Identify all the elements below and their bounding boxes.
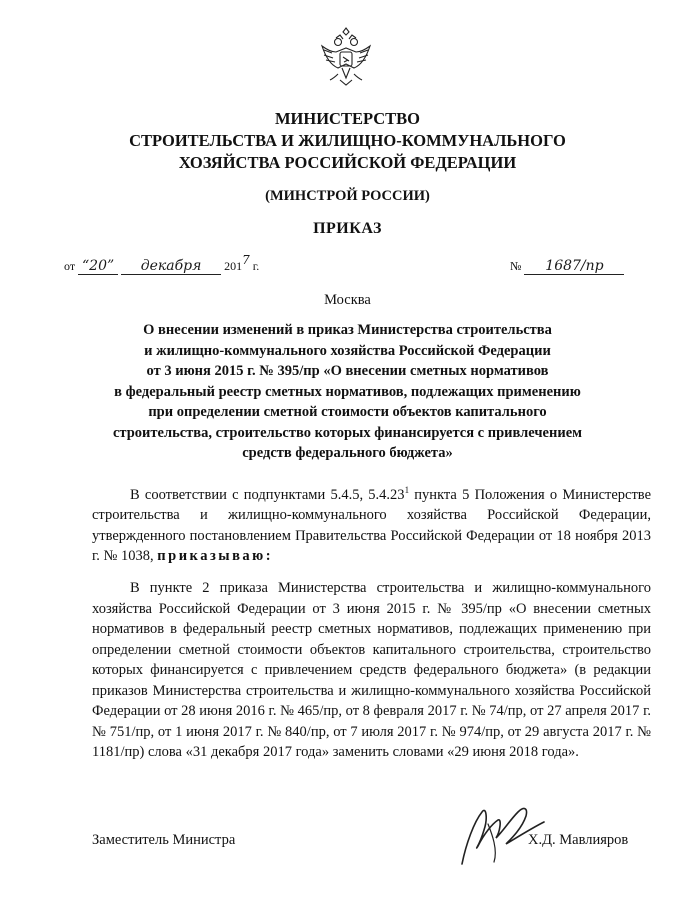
paragraph-2	[92, 578, 651, 763]
paragraph-1-text-a: В соответствии с подпунктами 5.4.5, 5.4.23	[130, 486, 405, 503]
ministry-name	[0, 108, 695, 174]
footnote-superscript: 1	[404, 485, 410, 495]
order-word: приказываю:	[157, 548, 274, 565]
ministry-line-2: СТРОИТЕЛЬСТВА И ЖИЛИЩНО-КОММУНАЛЬНОГО	[129, 131, 566, 150]
paragraph-2-text: В пункте 2 приказа Министерства строительства и жилищно-коммунального хозяйства Российской Федерации от 3 июня 2015 г. № 395/пр «О внесении сметных нормативов в федеральный реестр сметных нормативов, подлежащих применению при определении сметной стоимости объектов капитального строительства, строительство которых финансируется с привлечением средств федерального бюджета» (в редакции приказов Министерства строительства и жилищно-коммунального хозяйства Российской Федерации от 28 июня 2016 г. № 465/пр, от 8 февраля 2017 г. № 74/пр, от 27 апреля 2017 г. № 751/пр, от 1 июня 2017 г. № 840/пр, от 7 июля 2017 г. № 974/пр, от 29 августа 2017 г. № 1181/пр) слова «31 декабря 2017 года» заменить словами «29 июня 2018 года».	[92, 580, 651, 760]
document-number: 1687/пр	[524, 258, 624, 275]
date-year: 201	[224, 259, 243, 273]
date-month: декабря	[121, 258, 221, 275]
paragraph-1-text-b: пункта 5 Положения о Министерстве строительства и жилищно-коммунального хозяйства Российской Федерации, утвержденного постановлением Правительства Российской Федерации от 18 ноября 2013 г. № 1038,	[92, 486, 652, 565]
ministry-short-name: (МИНСТРОЙ РОССИИ)	[265, 188, 430, 204]
title-line-6: строительства, строительство которых финансируется с привлечением	[112, 424, 583, 441]
title-line-1: О внесении изменений в приказ Министерства строительства	[143, 322, 552, 338]
coat-of-arms-icon	[318, 24, 374, 88]
document-title	[0, 320, 695, 464]
date-day: “20”	[78, 258, 118, 275]
ministry-line-1: МИНИСТЕРСТВО	[274, 109, 421, 128]
title-line-3: от 3 июня 2015 г. № 395/пр «О внесении сметных нормативов	[146, 363, 549, 379]
number-line	[510, 258, 624, 275]
document-type: ПРИКАЗ	[313, 220, 382, 237]
date-prefix: от	[64, 259, 76, 273]
title-line-5: при определении сметной стоимости объектов капитального	[148, 404, 547, 420]
date-suffix: г.	[252, 259, 260, 273]
signatory-position: Заместитель Министра	[92, 832, 236, 848]
city: Москва	[324, 292, 371, 308]
date-line	[64, 253, 260, 275]
title-line-2: и жилищно-коммунального хозяйства Российской Федерации	[144, 342, 551, 359]
title-line-7: средств федерального бюджета»	[242, 445, 453, 461]
date-year-digit: 7	[242, 253, 250, 267]
number-prefix: №	[510, 259, 522, 273]
ministry-line-3: ХОЗЯЙСТВА РОССИЙСКОЙ ФЕДЕРАЦИИ	[178, 153, 517, 172]
paragraph-1	[92, 480, 651, 567]
title-line-4: в федеральный реестр сметных нормативов, подлежащих применению	[114, 383, 581, 400]
signatory-name: Х.Д. Мавлияров	[528, 832, 629, 848]
